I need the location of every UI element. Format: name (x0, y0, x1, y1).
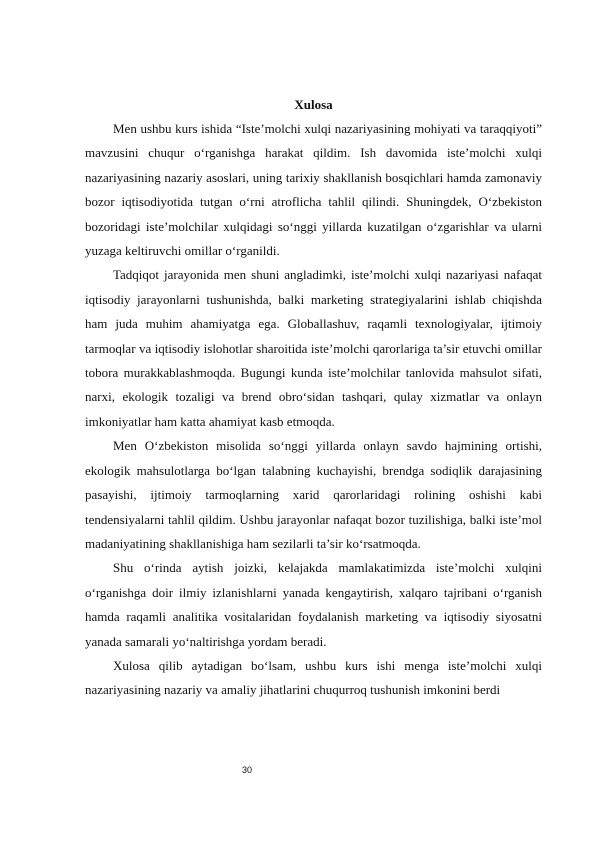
paragraph-4: Shu o‘rinda aytish joizki, kelajakda mamlakatimizda iste’molchi xulqini o‘rganishga doir ilmiy izlanishlarni yanada kengaytirish, xalqaro tajribani o‘rganish hamda raqamli analitika vositalaridan foydalanish marketing va iqtisodiy siyosatni yanada samarali yo‘naltirishga yordam beradi. (85, 560, 542, 649)
paragraph-2: Tadqiqot jarayonida men shuni angladimki, iste’molchi xulqi nazariyasi nafaqat iqtisodiy jarayonlarni tushunishda, balki marketing strategiyalarini ishlab chiqishda ham juda muhim ahamiyatga ega. Globallashuv, raqamli texnologiyalar, ijtimoiy tarmoqlar va iqtisodiy islohotlar sharoitida iste’molchi qarorlariga ta’sir etuvchi omillar tobora murakkablashmoqda. Bugungi kunda iste’molchilar tanlovida mahsulot sifati, narxi, ekologik tozaligi va brend obro‘sidan tashqari, qulay xizmatlar va onlayn imkoniyatlar ham katta ahamiyat kasb etmoqda. (85, 267, 542, 429)
document-page (85, 93, 542, 703)
section-title: Xulosa (294, 97, 333, 112)
page-number: 30 (242, 765, 253, 775)
paragraph-3: Men O‘zbekiston misolida so‘nggi yillarda onlayn savdo hajmining ortishi, ekologik mahsulotlarga bo‘lgan talabning kuchayishi, brendga sodiqlik darajasining pasayishi, ijtimoiy tarmoqlarning xarid qarorlaridagi rolining oshishi kabi tendensiyalarni tahlil qildim. Ushbu jarayonlar nafaqat bozor tuzilishiga, balki iste’mol madaniyatining shakllanishiga ham sezilarli ta’sir ko‘rsatmoqda. (85, 438, 542, 551)
paragraph-5: Xulosa qilib aytadigan bo‘lsam, ushbu kurs ishi menga iste’molchi xulqi nazariyasining nazariy va amaliy jihatlarini chuqurroq tushunish imkonini berdi (85, 657, 542, 698)
paragraph-1: Men ushbu kurs ishida “Iste’molchi xulqi nazariyasining mohiyati va taraqqiyoti” mavzusini chuqur o‘rganishga harakat qildim. Ish davomida iste’molchi xulqi nazariyasining nazariy asoslari, uning tarixiy shakllanish bosqichlari hamda zamonaviy bozor iqtisodiyotida tutgan o‘rni atroflicha tahlil qilindi. Shuningdek, O‘zbekiston bozoridagi iste’molchilar xulqidagi so‘nggi yillarda kuzatilgan o‘zgarishlar va ularni yuzaga keltiruvchi omillar o‘rganildi. (85, 121, 542, 259)
